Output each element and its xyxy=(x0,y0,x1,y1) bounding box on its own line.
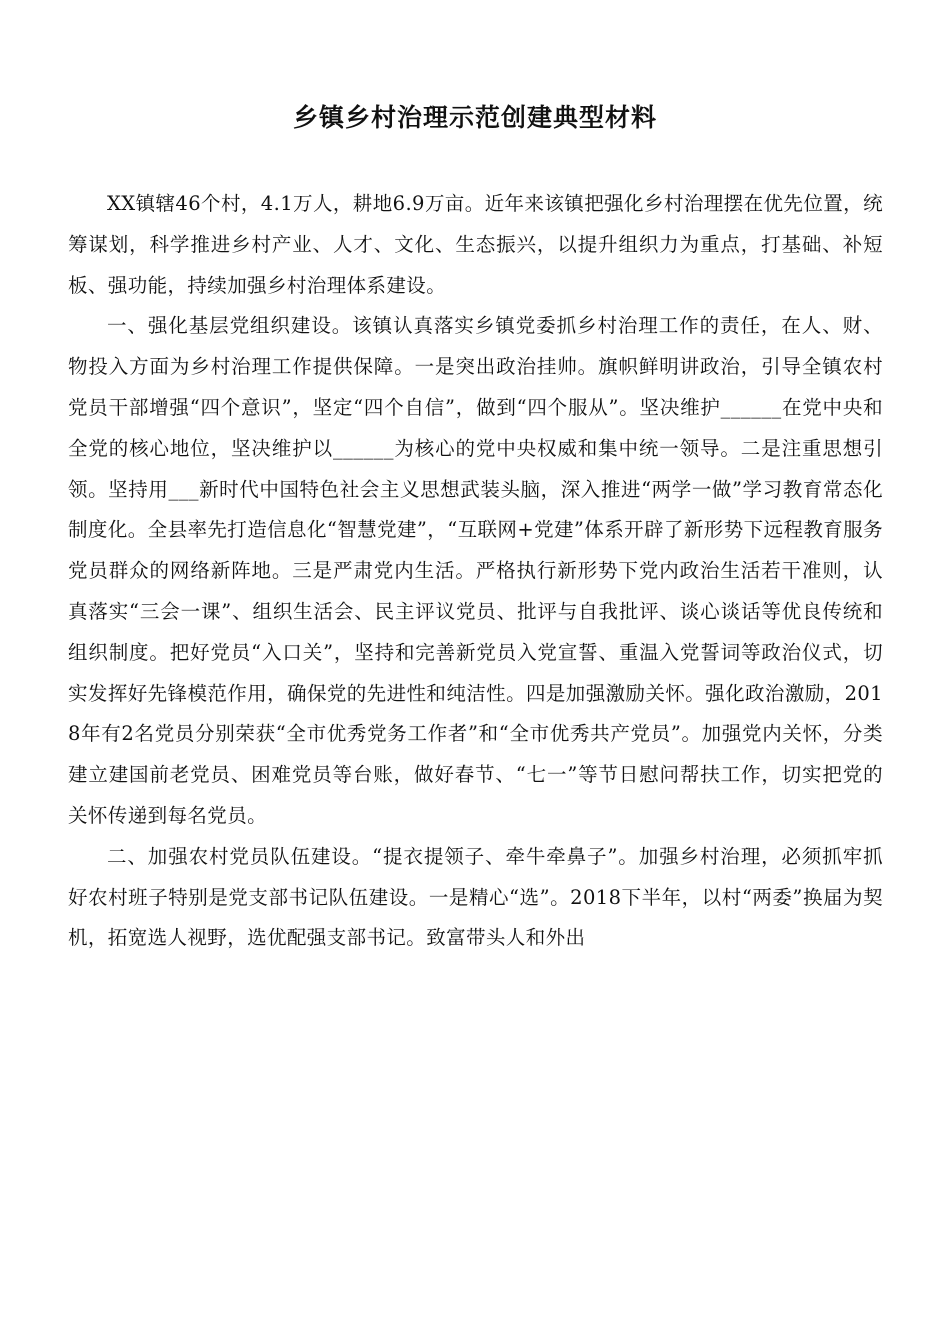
document-title: 乡镇乡村治理示范创建典型材料 xyxy=(292,103,657,132)
paragraph-section-two: 二、加强农村党员队伍建设。“提衣提领子、牵牛牵鼻子”。加强乡村治理，必须抓牢抓好农村班子特别是党支部书记队伍建设。一是精心“选”。2018下半年，以村“两委”换届为契机，拓宽选人视野，选优配强支部书记。致富带头人和外出 xyxy=(68,844,883,950)
document-body xyxy=(68,184,883,959)
paragraph-intro: XX镇辖46个村，4.1万人，耕地6.9万亩。近年来该镇把强化乡村治理摆在优先位置，统筹谋划，科学推进乡村产业、人才、文化、生态振兴，以提升组织力为重点，打基础、补短板、强功能，持续加强乡村治理体系建设。 xyxy=(68,192,883,297)
paragraph-section-one: 一、强化基层党组织建设。该镇认真落实乡镇党委抓乡村治理工作的责任，在人、财、物投入方面为乡村治理工作提供保障。一是突出政治挂帅。旗帜鲜明讲政治，引导全镇农村党员干部增强“四个意识”，坚定“四个自信”，做到“四个服从”。坚决维护______在党中央和全党的核心地位，坚决维护以______为核心的党中央权威和集中统一领导。二是注重思想引领。坚持用___新时代中国特色社会主义思想武装头脑，深入推进“两学一做”学习教育常态化制度化。全县率先打造信息化“智慧党建”，“互联网+党建”体系开辟了新形势下远程教育服务党员群众的网络新阵地。三是严肃党内生活。严格执行新形势下党内政治生活若干准则，认真落实“三会一课”、组织生活会、民主评议党员、批评与自我批评、谈心谈话等优良传统和组织制度。把好党员“入口关”，坚持和完善新党员入党宣誓、重温入党誓词等政治仪式，切实发挥好先锋模范作用，确保党的先进性和纯洁性。四是加强激励关怀。强化政治激励，2018年有2名党员分别荣获“全市优秀党务工作者”和“全市优秀共产党员”。加强党内关怀，分类建立建国前老党员、困难党员等台账，做好春节、“七一”等节日慰问帮扶工作，切实把党的关怀传递到每名党员。 xyxy=(68,314,883,827)
